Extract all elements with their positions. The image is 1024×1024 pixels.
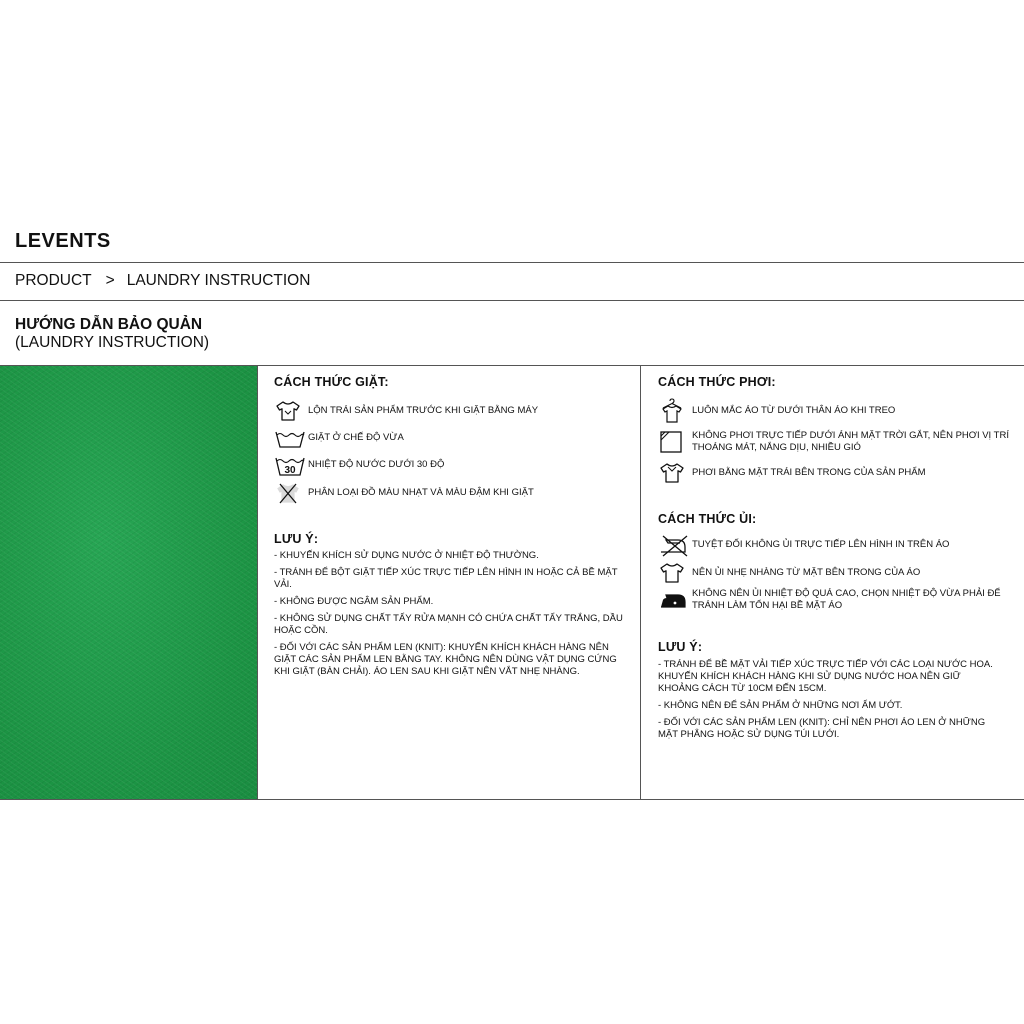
page-title-en: (LAUNDRY INSTRUCTION) (15, 334, 210, 351)
divider (0, 300, 1024, 301)
note-line: - KHUYẾN KHÍCH SỬ DỤNG NƯỚC Ở NHIỆT ĐỘ THƯỜNG. (274, 550, 539, 561)
page-title-vi: HƯỚNG DẪN BẢO QUẢN (15, 316, 203, 333)
note-line: - ĐỐI VỚI CÁC SẢN PHẨM LEN (KNIT): KHUYẾN KHÍCH KHÁCH HÀNG NÊN GIẶT CÁC SẢN PHẨM LEN BẰNG TAY. KHÔNG NÊN DÙNG VẬT DỤNG CỨNG KHI GIẶT (BÀN CHẢI). ÁO LEN SAU KHI GIẶT NÊN VẮT NHẸ NHÀNG. (274, 642, 617, 677)
drying-notes-heading: LƯU Ý: (658, 640, 703, 654)
washing-heading: CÁCH THỨC GIẶT: (274, 375, 389, 389)
note-line: - KHÔNG ĐƯỢC NGÂM SẢN PHẨM. (274, 596, 434, 607)
drying-item-text: LUÔN MẮC ÁO TỪ DƯỚI THÂN ÁO KHI TREO (692, 405, 896, 416)
fabric-swatch-image (0, 366, 257, 799)
divider (0, 262, 1024, 263)
washing-item (274, 480, 534, 506)
washing-item (274, 398, 538, 424)
breadcrumb-product[interactable]: PRODUCT (15, 272, 92, 289)
drying-item (658, 429, 1022, 455)
note-line: - KHÔNG NÊN ĐỂ SẢN PHẨM Ở NHỮNG NƠI ẨM ƯỚT. (658, 700, 903, 711)
washing-item-text: LỘN TRÁI SẢN PHẨM TRƯỚC KHI GIẶT BẰNG MÁY (308, 405, 539, 416)
drying-notes (658, 659, 1003, 746)
breadcrumb-separator: > (105, 272, 115, 289)
page-title (15, 316, 209, 352)
breadcrumb-current: LAUNDRY INSTRUCTION (126, 272, 311, 289)
brand-logo: LEVENTS (15, 230, 111, 252)
iron-low-heat-icon (658, 587, 692, 613)
ironing-item-text: KHÔNG NÊN ỦI NHIỆT ĐỘ QUÁ CAO, CHỌN NHIỆT ĐỘ VỪA PHẢI ĐỂ TRÁNH LÀM TỔN HẠI BỀ MẶT ÁO (692, 588, 1001, 611)
ironing-item (658, 560, 920, 586)
shade-dry-icon (658, 429, 692, 455)
washing-item (274, 425, 404, 451)
column-divider (257, 366, 258, 799)
note-line: - TRÁNH ĐỂ BỀ MẶT VẢI TIẾP XÚC TRỰC TIẾP VỚI CÁC LOẠI NƯỚC HOA. KHUYẾN KHÍCH KHÁCH HÀNG KHI SỬ DỤNG NƯỚC HOA NÊN GIỮ KHOẢNG CÁCH TỪ 10CM ĐẾN 15CM. (658, 659, 993, 694)
inside-out-shirt-icon (274, 398, 308, 424)
no-iron-print-icon (658, 532, 692, 558)
separate-colors-icon (274, 480, 308, 506)
drying-item (658, 460, 926, 486)
hang-shirt-icon (658, 398, 692, 424)
inside-out-dry-icon (658, 460, 692, 486)
ironing-item-text: NÊN ỦI NHẸ NHÀNG TỪ MẶT BÊN TRONG CỦA ÁO (692, 567, 921, 578)
note-line: - ĐỐI VỚI CÁC SẢN PHẨM LEN (KNIT): CHỈ NÊN PHƠI ÁO LEN Ở NHỮNG MẶT PHẲNG HOẶC SỬ DỤNG TÚI LƯỚI. (658, 717, 986, 740)
drying-item-text: KHÔNG PHƠI TRỰC TIẾP DƯỚI ÁNH MẶT TRỜI GẮT, NÊN PHƠI VỊ TRÍ THOÁNG MÁT, NẮNG DỊU, NHIỀU GIÓ (692, 430, 1009, 453)
wash-temperature-label: 30 (284, 465, 296, 476)
column-divider (640, 366, 641, 799)
note-line: - TRÁNH ĐỂ BỘT GIẶT TIẾP XÚC TRỰC TIẾP LÊN HÌNH IN HOẶC CẢ BỀ MẶT VẢI. (274, 567, 618, 590)
washing-item-text: GIẶT Ở CHẾ ĐỘ VỪA (308, 432, 404, 443)
ironing-item-text: TUYỆT ĐỐI KHÔNG ỦI TRỰC TIẾP LÊN HÌNH IN TRÊN ÁO (692, 539, 950, 550)
washing-item (274, 452, 444, 478)
washing-item-text: NHIỆT ĐỘ NƯỚC DƯỚI 30 ĐỘ (308, 459, 445, 470)
iron-inside-icon (658, 560, 692, 586)
drying-item (658, 398, 895, 424)
drying-heading: CÁCH THỨC PHƠI: (658, 375, 776, 389)
note-line: - KHÔNG SỬ DỤNG CHẤT TẨY RỬA MẠNH CÓ CHỨA CHẤT TẨY TRẮNG, DẦU HOẶC CỒN. (274, 613, 623, 636)
ironing-item (658, 532, 949, 558)
drying-item-text: PHƠI BẰNG MẶT TRÁI BÊN TRONG CỦA SẢN PHẨM (692, 467, 926, 478)
washing-notes (274, 550, 624, 683)
machine-wash-icon (274, 425, 308, 451)
wash-30-icon (274, 452, 308, 478)
ironing-item (658, 587, 1022, 613)
washing-notes-heading: LƯU Ý: (274, 532, 319, 546)
ironing-heading: CÁCH THỨC ỦI: (658, 512, 757, 526)
breadcrumb (15, 272, 310, 290)
washing-item-text: PHÂN LOẠI ĐỒ MÀU NHẠT VÀ MÀU ĐẬM KHI GIẶT (308, 487, 534, 498)
divider (0, 799, 1024, 800)
